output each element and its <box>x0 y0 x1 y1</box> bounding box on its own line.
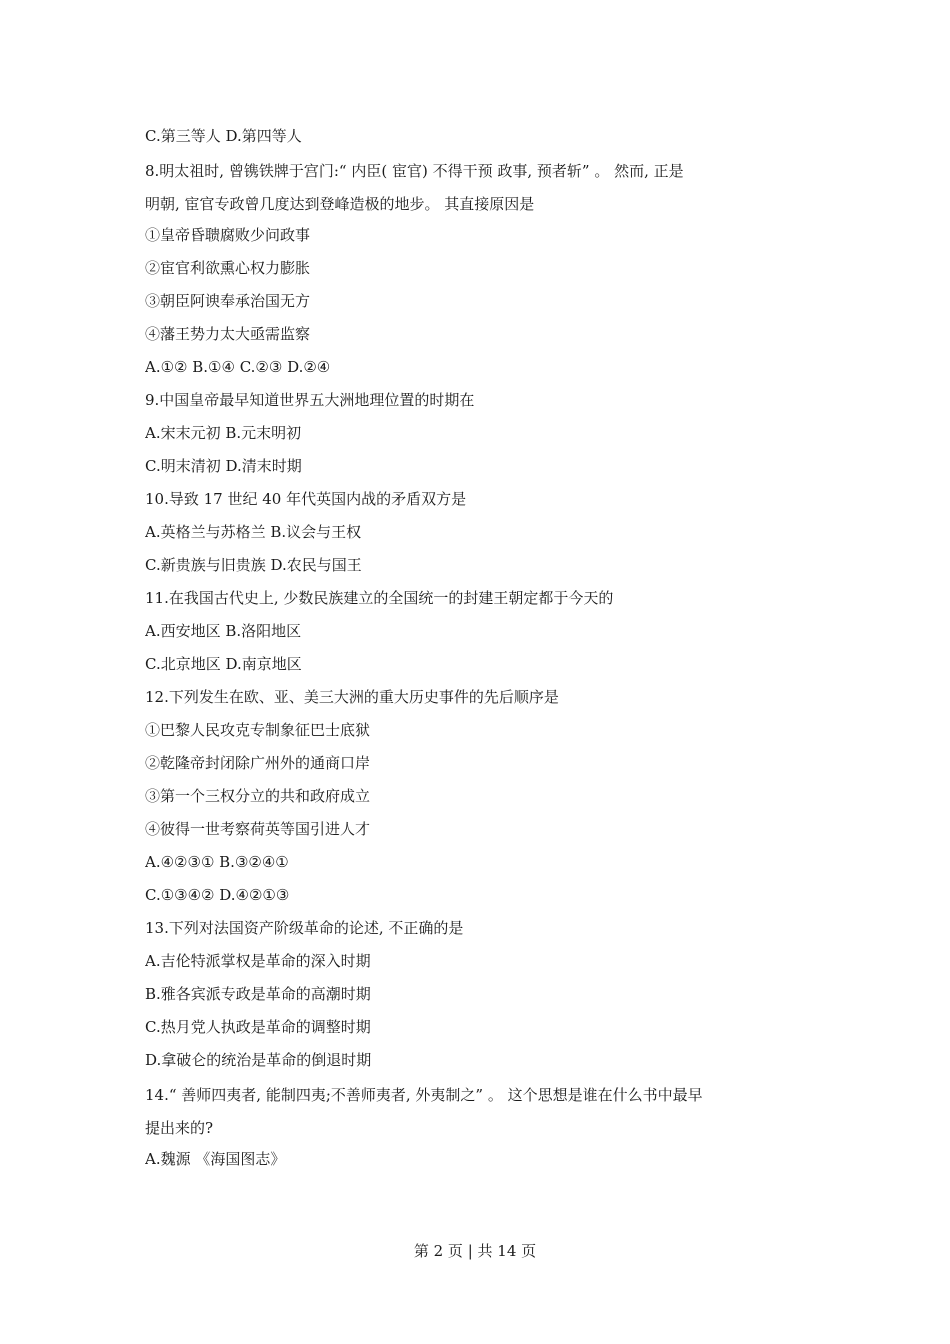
text-line: A.英格兰与苏格兰 B.议会与王权 <box>145 523 362 541</box>
text-line: D.拿破仑的统治是革命的倒退时期 <box>145 1051 372 1069</box>
question-14-line-1: 14.“ 善师四夷者, 能制四夷;不善师夷者, 外夷制之” 。 这个思想是谁在什么书中最早 <box>145 1086 703 1104</box>
text-line: C.①③④② D.④②①③ <box>145 886 290 904</box>
text-line: ④彼得一世考察荷英等国引进人才 <box>145 820 371 838</box>
text-line: ①皇帝昏聩腐败少问政事 <box>145 226 311 244</box>
question-11: 11.在我国古代史上, 少数民族建立的全国统一的封建王朝定都于今天的 <box>145 589 614 607</box>
text-line: C.明末清初 D.清末时期 <box>145 457 302 475</box>
text-line: ②宦官利欲熏心权力膨胀 <box>145 259 311 277</box>
text-line: ①巴黎人民攻克专制象征巴士底狱 <box>145 721 371 739</box>
text-line: ④藩王势力太大亟需监察 <box>145 325 311 343</box>
text-line: A.西安地区 B.洛阳地区 <box>145 622 302 640</box>
question-8-line-2: 明朝, 宦官专政曾几度达到登峰造极的地步。 其直接原因是 <box>145 195 535 213</box>
question-12: 12.下列发生在欧、亚、美三大洲的重大历史事件的先后顺序是 <box>145 688 559 706</box>
text-line: C.第三等人 D.第四等人 <box>145 127 302 145</box>
text-line: A.宋末元初 B.元末明初 <box>145 424 302 442</box>
page-footer: 第 2 页 | 共 14 页 <box>413 1242 537 1260</box>
text-line: C.北京地区 D.南京地区 <box>145 655 302 673</box>
text-line: C.热月党人执政是革命的调整时期 <box>145 1018 371 1036</box>
text-line: C.新贵族与旧贵族 D.农民与国王 <box>145 556 362 574</box>
text-line: A.④②③① B.③②④① <box>145 853 289 871</box>
text-line: A.魏源 《海国图志》 <box>145 1150 286 1168</box>
question-14-line-2: 提出来的? <box>145 1119 214 1137</box>
question-9: 9.中国皇帝最早知道世界五大洲地理位置的时期在 <box>145 391 475 409</box>
text-line: ③朝臣阿谀奉承治国无方 <box>145 292 311 310</box>
text-line: ③第一个三权分立的共和政府成立 <box>145 787 371 805</box>
question-text-block <box>145 120 810 1176</box>
text-line: ②乾隆帝封闭除广州外的通商口岸 <box>145 754 371 772</box>
text-line: A.吉伦特派掌权是革命的深入时期 <box>145 952 371 970</box>
question-13: 13.下列对法国资产阶级革命的论述, 不正确的是 <box>145 919 464 937</box>
question-10: 10.导致 17 世纪 40 年代英国内战的矛盾双方是 <box>145 490 467 508</box>
text-line: A.①② B.①④ C.②③ D.②④ <box>145 358 331 376</box>
question-8-line-1: 8.明太祖时, 曾镌铁牌于宫门:“ 内臣( 宦官) 不得干预 政事, 预者斩” 。 然而, 正是 <box>145 162 684 180</box>
text-line: B.雅各宾派专政是革命的高潮时期 <box>145 985 371 1003</box>
